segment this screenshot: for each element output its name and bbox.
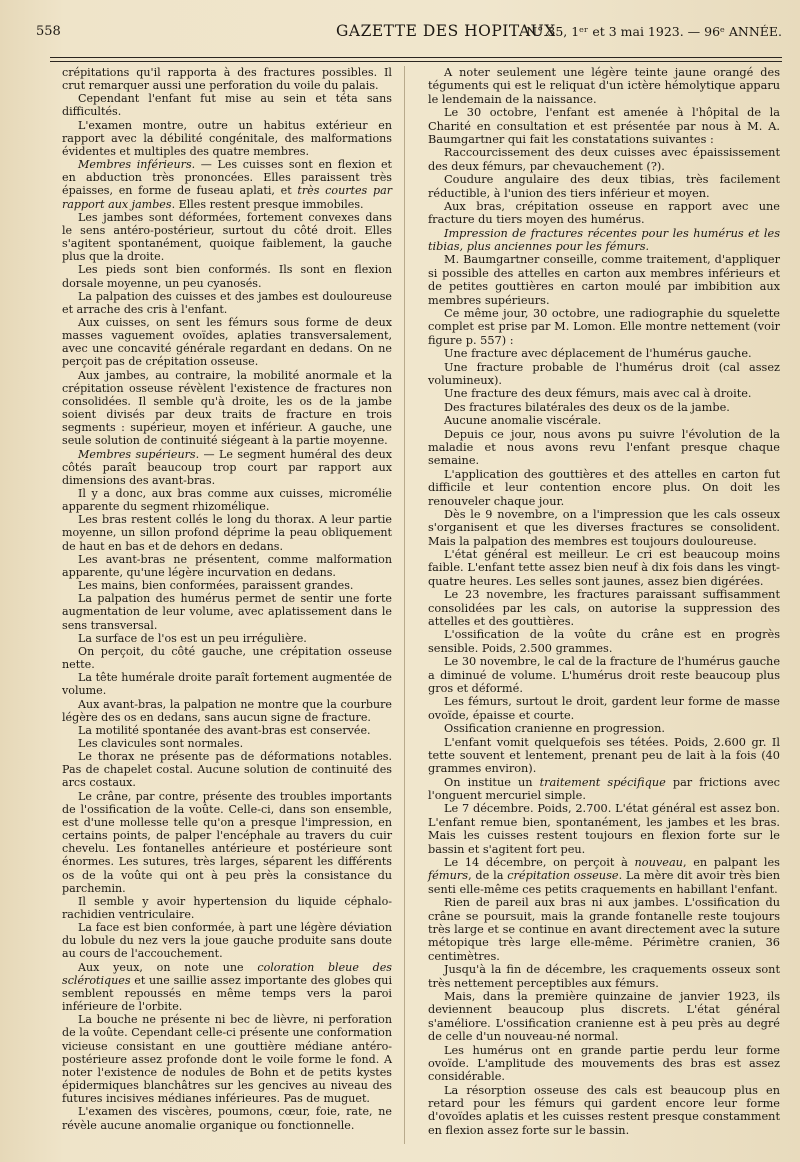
paragraph-text: Les pieds sont bien conformés. Ils sont en flexion dorsale moyenne, un peu cyanosés. xyxy=(62,263,392,290)
paragraph-text: La surface de l'os est un peu irrégulière. xyxy=(78,631,307,645)
paragraph xyxy=(428,736,780,776)
paragraph-text: Aux bras, crépitation osseuse en rapport avec une fracture du tiers moyen des humérus. xyxy=(428,199,780,227)
paragraph-text: Dès le 9 novembre, on a l'impression que les cals osseux s'organisent et que les diverses fractures se consolident. Mais la palpation des membres est toujours douloureuse. xyxy=(428,507,780,548)
paragraph xyxy=(428,361,780,388)
paragraph-text: Le 7 décembre. Poids, 2.700. L'état général est assez bon. L'enfant remue bien, spontanément, les jambes et les bras. Mais les cuisses restent toujours en flexion forte sur le bassin et s'agitent fort peu. xyxy=(428,802,780,856)
paragraph xyxy=(428,776,780,803)
paragraph xyxy=(62,737,392,750)
paragraph-text: Aux yeux, on note une xyxy=(78,960,258,974)
paragraph xyxy=(62,632,392,645)
paragraph-text: La résorption osseuse des cals est beaucoup plus en retard pour les fémurs qui gardent encore leur forme d'ovoïdes aplatis et les cuisses restent presque constamment en flexion assez forte sur le bassin. xyxy=(428,1083,780,1137)
paragraph xyxy=(428,468,780,508)
paragraph-text: par frictions avec l'onguent mercuriel simple. xyxy=(428,775,780,803)
paragraph-text: Le 23 novembre, les fractures paraissant suffisamment consolidées par les cals, on autorise la suppression des attelles et des gouttières. xyxy=(428,588,780,629)
emphasis-text: Impression de fractures récentes pour les humérus et les tibias, plus anciennes pour les fémurs. xyxy=(428,226,780,254)
paragraph xyxy=(62,895,392,921)
paragraph xyxy=(62,263,392,289)
emphasis-text: coloration bleue des sclérotiques xyxy=(62,960,392,987)
paragraph-text: Les avant-bras ne présentent, comme malformation apparente, qu'une légère incurvation en dedans. xyxy=(62,552,392,579)
header-rule-thin xyxy=(50,61,782,62)
paragraph-text: M. Baumgartner conseille, comme traitement, d'appliquer si possible des attelles en carton aux membres inférieurs et de petites gouttières en carton moulé par imbibition aux membres supérieurs. xyxy=(428,253,780,307)
paragraph-text: Aux jambes, au contraire, la mobilité anormale et la crépitation osseuse révèlent l'existence de fractures non consolidées. Il semble qu'à droite, les os de la jambe soient divisés par deux traits de fracture en trois segments : supérieur, moyen et inférieur. A gauche, une seule solution de continuité siégeant à la partie moyenne. xyxy=(62,368,392,448)
paragraph-text: Aux avant-bras, la palpation ne montre que la courbure légère des os en dedans, sans aucun signe de fracture. xyxy=(62,697,392,724)
paragraph-text: Le 14 décembre, on perçoit à xyxy=(444,856,635,870)
paragraph xyxy=(62,790,392,895)
right-column xyxy=(428,66,780,1137)
emphasis-text: fémurs xyxy=(428,869,469,883)
paragraph xyxy=(428,963,780,990)
paragraph-text: Rien de pareil aux bras ni aux jambes. L'ossification du crâne se poursuit, mais la grande fontanelle reste toujours très large et se continue en avant directement avec la suture métopique très large elle-même. Périmètre cranien, 36 centimètres. xyxy=(428,896,780,963)
paragraph xyxy=(428,428,780,468)
paragraph xyxy=(62,158,392,211)
paragraph xyxy=(62,369,392,448)
paragraph-text: Il semble y avoir hypertension du liquide céphalo-rachidien ventriculaire. xyxy=(62,894,392,921)
paragraph-text: Les bras restent collés le long du thorax. A leur partie moyenne, un sillon profond déprime la peau obliquement de haut en bas et de dehors en dedans. xyxy=(62,513,392,553)
paragraph xyxy=(428,990,780,1044)
paragraph-text: La palpation des cuisses et des jambes est douloureuse et arrache des cris à l'enfant. xyxy=(62,289,392,316)
paragraph-text: On institue un xyxy=(444,775,540,789)
left-column xyxy=(62,66,392,1132)
paragraph xyxy=(62,1105,392,1131)
paragraph xyxy=(62,487,392,513)
paragraph xyxy=(428,253,780,307)
journal-title: GAZETTE DES HOPITAUX xyxy=(336,22,556,40)
paragraph xyxy=(428,307,780,347)
paragraph xyxy=(428,628,780,655)
paragraph xyxy=(428,588,780,628)
paragraph-text: Le 30 octobre, l'enfant est amenée à l'hôpital de la Charité en consultation et est présentée par nous à M. A. Baumgartner qui fait les constatations suivantes : xyxy=(428,106,780,146)
paragraph-text: L'examen montre, outre un habitus extérieur en rapport avec la débilité congénitale, des malformations évidentes et multiples des quatre membres. xyxy=(62,118,392,158)
paragraph-text: Raccourcissement des deux cuisses avec épaississement des deux fémurs, par chevauchement (?). xyxy=(428,146,780,173)
paragraph-text: Les humérus ont en grande partie perdu leur forme ovoïde. L'amplitude des mouvements des bras est assez considérable. xyxy=(428,1043,780,1084)
paragraph xyxy=(62,592,392,631)
paragraph-text: Une fracture avec déplacement de l'humérus gauche. xyxy=(444,347,752,361)
paragraph xyxy=(428,1044,780,1084)
paragraph-text: Une fracture probable de l'humérus droit (cal assez volumineux). xyxy=(428,360,780,387)
paragraph-text: La tête humérale droite paraît fortement augmentée de volume. xyxy=(62,671,392,698)
paragraph xyxy=(62,698,392,724)
paragraph-text: — Le segment huméral des deux côtés paraît beaucoup trop court par rapport aux dimensions des avant-bras. xyxy=(62,447,392,487)
emphasis-text: nouveau xyxy=(634,856,683,870)
paragraph-text: La face est bien conformée, à part une légère déviation du lobule du nez vers la joue gauche produite sans doute au cours de l'accouchement. xyxy=(62,921,392,961)
paragraph-text: Les clavicules sont normales. xyxy=(78,736,244,750)
paragraph xyxy=(62,290,392,316)
paragraph xyxy=(428,414,780,427)
paragraph-text: Aucune anomalie viscérale. xyxy=(444,414,602,428)
paragraph-text: Il y a donc, aux bras comme aux cuisses, micromélie apparente du segment rhizomélique. xyxy=(62,487,392,514)
paragraph-text: La bouche ne présente ni bec de lièvre, ni perforation de la voûte. Cependant celle-ci présente une conformation vicieuse consistant en une gouttière médiane antéro-postérieure assez profonde dont le voile forme le fond. A noter l'existence de nodules de Bohn et de petits kystes épidermiques blanchâtres sur les gencives au niveau des futures incisives médianes inférieures. Pas de muguet. xyxy=(62,1013,392,1106)
header-rule xyxy=(50,57,782,58)
paragraph xyxy=(428,146,780,173)
column-divider xyxy=(404,66,405,1144)
paragraph xyxy=(62,553,392,579)
paragraph-text: La motilité spontanée des avant-bras est conservée. xyxy=(78,723,371,737)
paragraph-text: Les jambes sont déformées, fortement convexes dans le sens antéro-postérieur, surtout du côté droit. Elles s'agitent spontanément, quoique faiblement, la gauche plus que la droite. xyxy=(62,210,392,264)
paragraph xyxy=(428,106,780,146)
paragraph xyxy=(62,750,392,789)
paragraph-text: Une fracture des deux fémurs, mais avec cal à droite. xyxy=(444,387,752,401)
paragraph xyxy=(428,66,780,106)
paragraph xyxy=(62,724,392,737)
paragraph-text: Mais, dans la première quinzaine de janvier 1923, ils deviennent beaucoup plus discrets. L'état général s'améliore. L'ossification cranienne est à peu près au degré de celle d'un nouveau-né normal. xyxy=(428,989,780,1044)
paragraph xyxy=(428,655,780,695)
paragraph xyxy=(428,200,780,227)
paragraph-text: crépitations qu'il rapporta à des fractures possibles. Il crut remarquer aussi une perforation du voile du palais. xyxy=(62,66,392,93)
paragraph xyxy=(62,921,392,960)
paragraph xyxy=(428,347,780,360)
paragraph xyxy=(428,802,780,856)
paragraph-text: L'examen des viscères, poumons, cœur, foie, rate, ne révèle aucune anomalie organique ou fonctionnelle. xyxy=(62,1105,392,1132)
paragraph-text: Des fractures bilatérales des deux os de la jambe. xyxy=(444,400,730,414)
paragraph xyxy=(62,645,392,671)
paragraph-text: L'ossification de la voûte du crâne est en progrès sensible. Poids, 2.500 grammes. xyxy=(428,628,780,655)
emphasis-text: traitement spécifique xyxy=(539,775,666,789)
paragraph-text: Depuis ce jour, nous avons pu suivre l'évolution de la maladie et nous avons revu l'enfant presque chaque semaine. xyxy=(428,427,780,468)
paragraph-text: Coudure angulaire des deux tibias, très facilement réductible, à l'union des tiers inférieur et moyen. xyxy=(428,173,780,200)
paragraph-text: Jusqu'à la fin de décembre, les craquements osseux sont très nettement perceptibles aux fémurs. xyxy=(428,963,780,990)
paragraph xyxy=(428,401,780,414)
paragraph-text: A noter seulement une légère teinte jaune orangé des téguments qui est le reliquat d'un ictère hémolytique apparu le lendemain de la naissance. xyxy=(428,66,780,106)
paragraph-text: L'application des gouttières et des attelles en carton fut difficile et leur contention encore plus. On doit les renouveler chaque jour. xyxy=(428,467,780,508)
paragraph xyxy=(428,896,780,963)
section-heading: Membres inférieurs. xyxy=(78,158,196,172)
paragraph-text: Ossification cranienne en progression. xyxy=(444,722,665,736)
paragraph-text: On perçoit, du côté gauche, une crépitation osseuse nette. xyxy=(62,644,392,672)
paragraph xyxy=(62,579,392,592)
paragraph-text: Aux cuisses, on sent les fémurs sous forme de deux masses vaguement ovoïdes, aplaties transversalement, avec une concavité générale regardant en dedans. On ne perçoit pas de crépitation osseuse. xyxy=(62,315,392,369)
paragraph-text: Les mains, bien conformées, paraissent grandes. xyxy=(78,579,354,593)
page-number: 558 xyxy=(36,24,61,39)
paragraph xyxy=(428,387,780,400)
paragraph-text: . Elles restent presque immobiles. xyxy=(171,197,364,211)
paragraph-text: , en palpant les xyxy=(682,856,780,870)
paragraph xyxy=(62,671,392,697)
paragraph xyxy=(428,173,780,200)
section-heading: Membres supérieurs. xyxy=(78,447,200,461)
paragraph xyxy=(62,513,392,552)
paragraph-text: , de la xyxy=(468,869,508,883)
paragraph-text: Les fémurs, surtout le droit, gardent leur forme de masse ovoïde, épaisse et courte. xyxy=(428,695,780,722)
paragraph xyxy=(428,227,780,254)
emphasis-text: très courtes par rapport aux jambes xyxy=(62,184,392,211)
paragraph-text: — Les cuisses sont en flexion et en abduction très prononcées. Elles paraissent très épaisses, en forme de fuseau aplati, et xyxy=(62,158,392,198)
paragraph xyxy=(62,66,392,92)
paragraph xyxy=(62,316,392,369)
issue-info: N° 35, 1ᵉʳ et 3 mai 1923. — 96ᵉ ANNÉE. xyxy=(526,24,782,39)
paragraph xyxy=(428,856,780,896)
paragraph xyxy=(62,92,392,118)
paragraph xyxy=(428,695,780,722)
paragraph-text: . La mère dit avoir très bien senti elle-même ces petits craquements en habillant l'enfant. xyxy=(428,869,780,896)
paragraph xyxy=(62,211,392,264)
paragraph-text: Le 30 novembre, le cal de la fracture de l'humérus gauche a diminué de volume. L'humérus droit reste beaucoup plus gros et déformé. xyxy=(428,655,780,695)
paragraph-text: L'état général est meilleur. Le cri est beaucoup moins faible. L'enfant tette assez bien neuf à dix fois dans les vingt-quatre heures. Les selles sont jaunes, assez bien digérées. xyxy=(428,548,780,588)
paragraph xyxy=(428,508,780,548)
paragraph xyxy=(428,1084,780,1138)
paragraph xyxy=(62,448,392,487)
paragraph-text: L'enfant vomit quelquefois ses tétées. Poids, 2.600 gr. Il tette souvent et lentement, prenant peu de lait à la fois (40 grammes environ). xyxy=(428,735,780,776)
paragraph xyxy=(428,548,780,588)
paragraph-text: La palpation des humérus permet de sentir une forte augmentation de leur volume, avec aplatissement dans le sens transversal. xyxy=(62,592,392,632)
paragraph xyxy=(428,722,780,735)
emphasis-text: crépitation osseuse xyxy=(507,869,619,883)
paragraph-text: et une saillie assez importante des globes qui semblent repoussés en même temps vers la paroi inférieure de l'orbite. xyxy=(62,973,392,1014)
paragraph xyxy=(62,1013,392,1105)
paragraph-text: Le thorax ne présente pas de déformations notables. Pas de chapelet costal. Aucune solution de continuité des arcs costaux. xyxy=(62,750,392,790)
paragraph-text: Ce même jour, 30 octobre, une radiographie du squelette complet est prise par M. Lomon. Elle montre nettement (voir figure p. 557) : xyxy=(428,307,780,347)
paragraph xyxy=(62,961,392,1014)
paragraph xyxy=(62,119,392,158)
paragraph-text: Le crâne, par contre, présente des troubles importants de l'ossification de la voûte. Celle-ci, dans son ensemble, est d'une mollesse telle qu'on a presque l'impression, en certains points, de palper l'encéphale au travers du cuir chevelu. Les fontanelles antérieure et postérieure sont énormes. Les sutures, très larges, séparent les différents os de la voûte qui ont à peu près la consistance du parchemin. xyxy=(62,789,392,895)
paragraph-text: Cependant l'enfant fut mise au sein et téta sans difficultés. xyxy=(62,92,392,119)
page-header xyxy=(36,20,782,46)
